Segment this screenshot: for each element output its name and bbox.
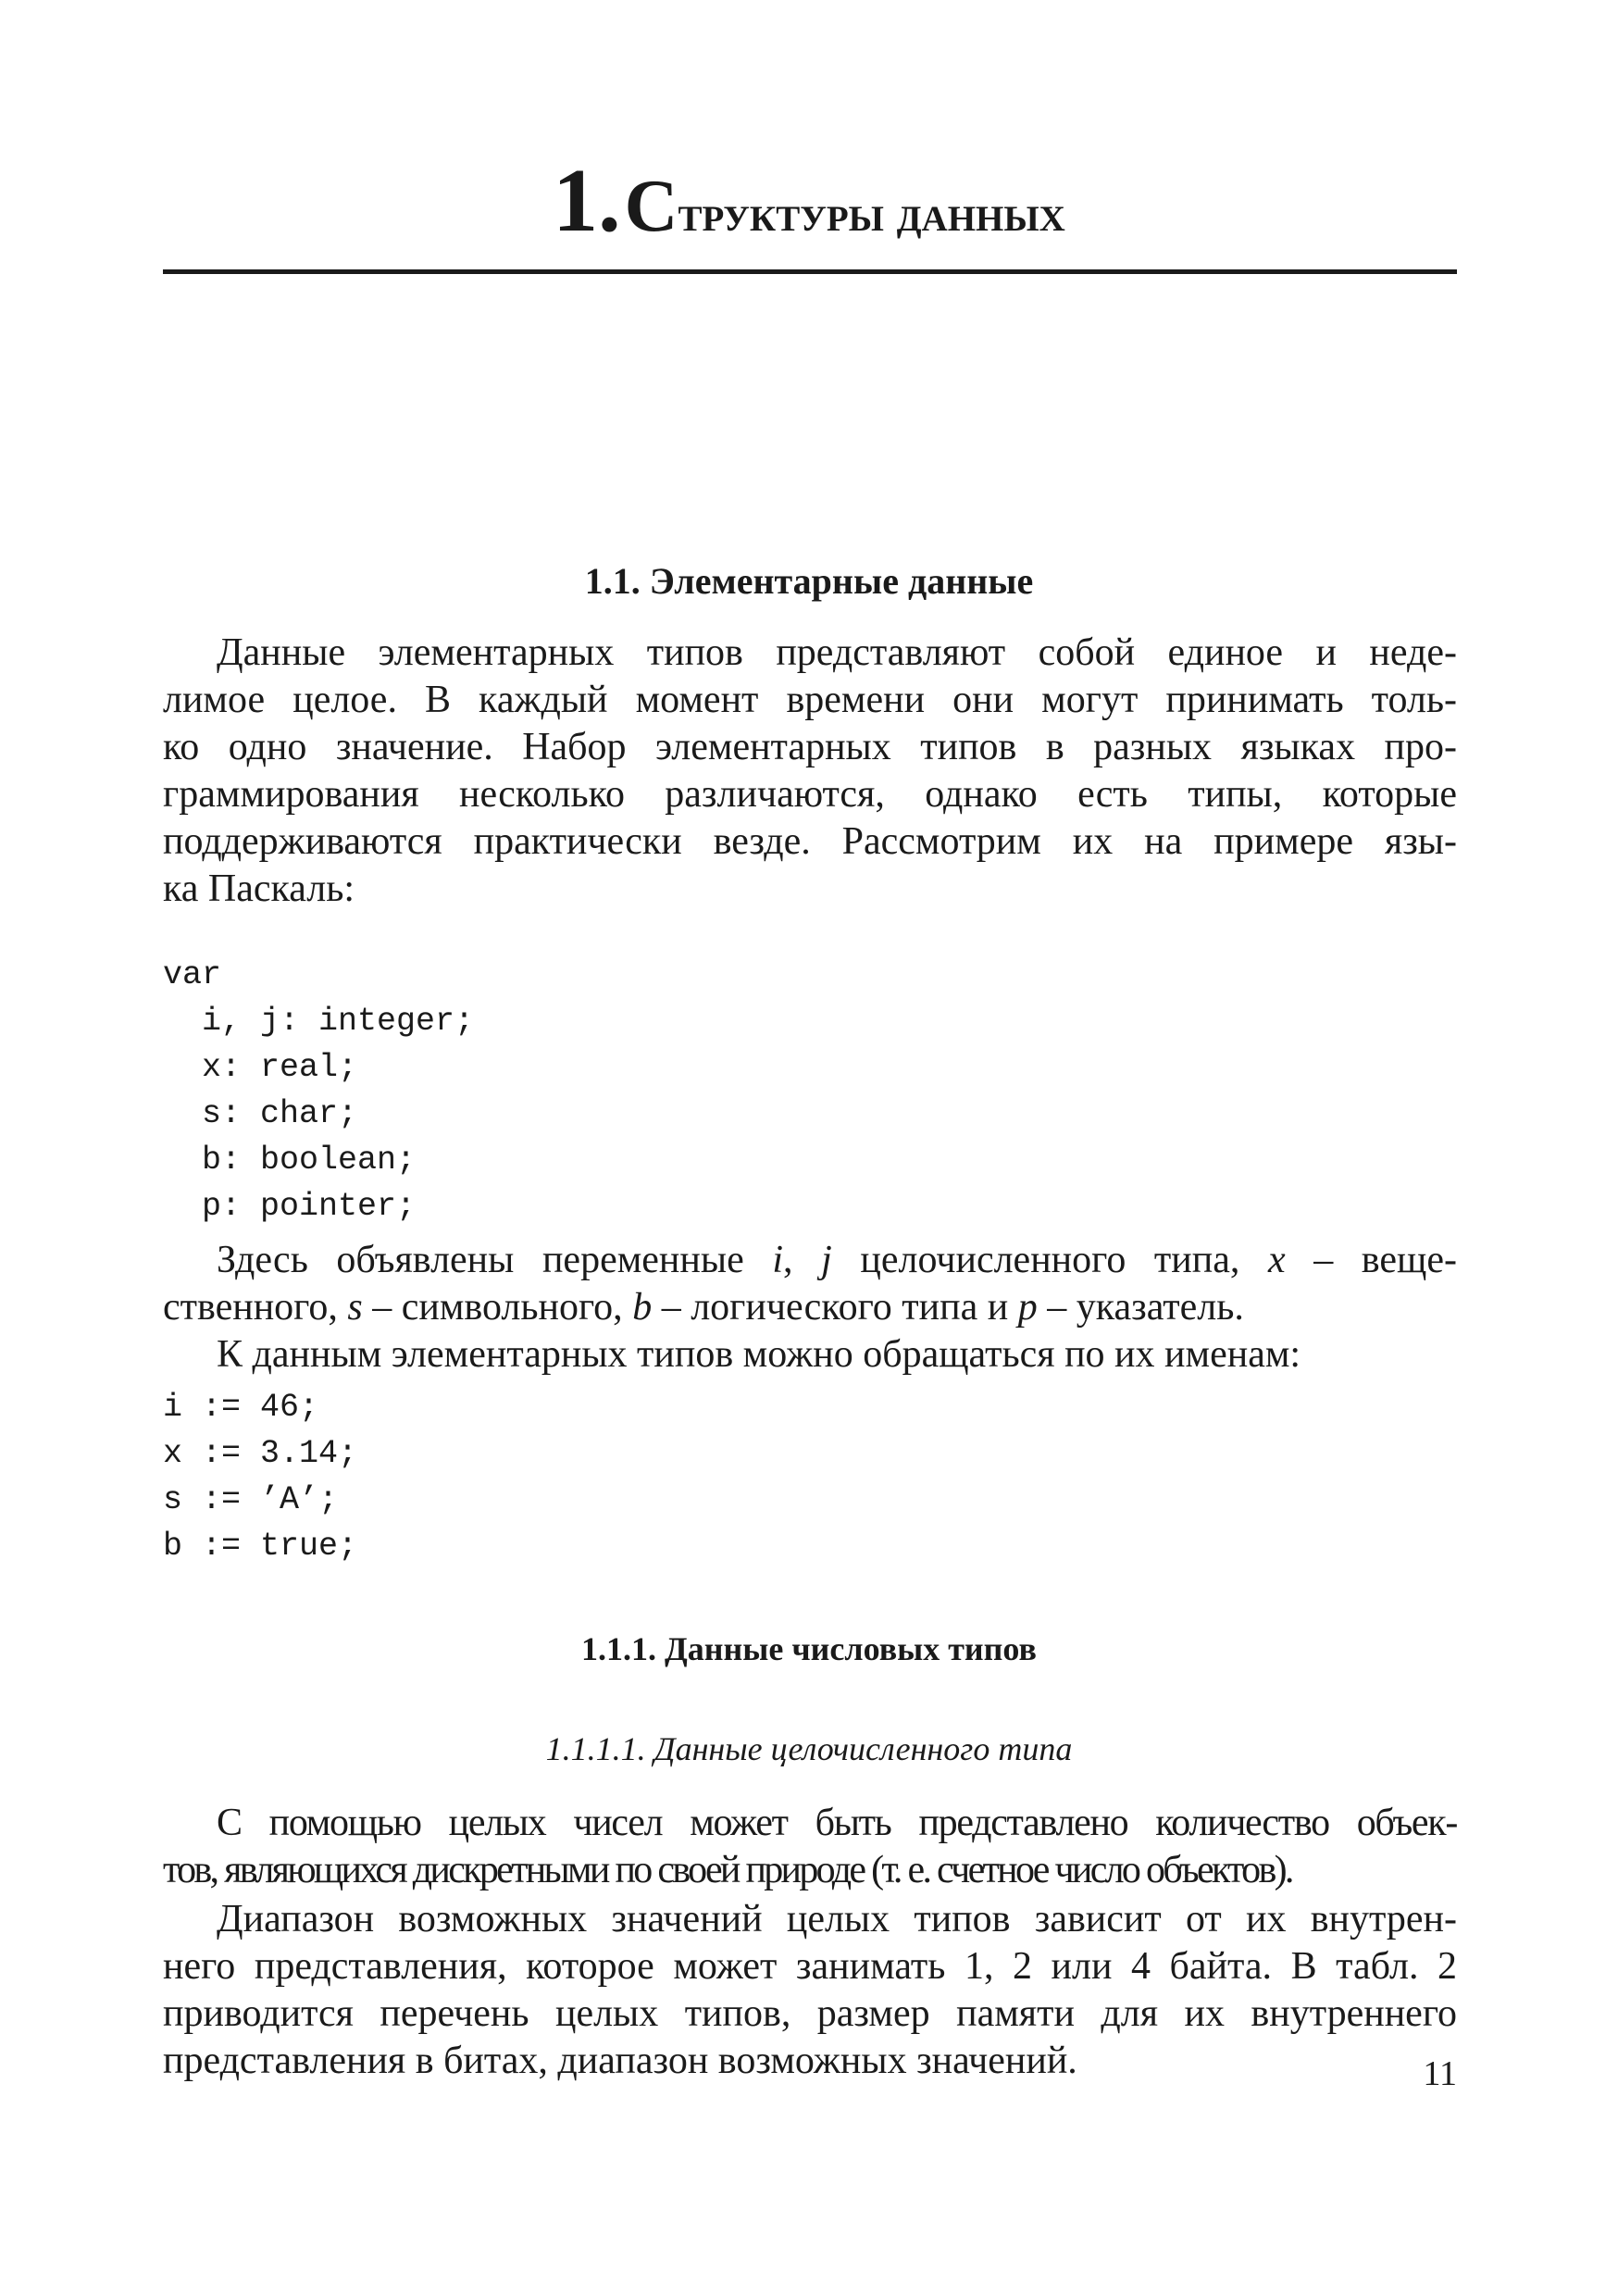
text-span: ственного, [163, 1286, 348, 1329]
paragraph-line: Диапазон возможных значений целых типов зависит от их внутрен- [217, 1898, 1457, 1940]
explanation-line-1 [163, 1237, 1457, 1283]
chapter-title-rest: труктуры данных [678, 185, 1065, 242]
text-span: – указатель. [1037, 1286, 1244, 1329]
access-line: К данным элементарных типов можно обращаться по их именам: [217, 1333, 1301, 1376]
text-span: – логического типа и [652, 1286, 1018, 1329]
text-span: целочисленного типа, [831, 1239, 1268, 1281]
variable-p: p [1017, 1286, 1038, 1329]
paragraph-line: граммирования несколько различаются, однако есть типы, которые [163, 773, 1457, 816]
code-line: s: char; [163, 1095, 358, 1132]
code-line: x: real; [163, 1049, 358, 1086]
text-span: Здесь объявлены переменные [217, 1239, 773, 1281]
paragraph-line: тов, являющихся дискретными по своей природе (т. е. счетное число объектов). [163, 1849, 1292, 1891]
section-heading-1-1: 1.1. Элементарные данные [584, 560, 1034, 602]
code-line: var [163, 956, 222, 993]
paragraph-line: лимое целое. В каждый момент времени они могут принимать толь- [163, 679, 1457, 721]
variable-b: b [632, 1286, 653, 1329]
paragraph-line: Данные элементарных типов представляют собой единое и неде- [217, 631, 1457, 674]
chapter-divider [163, 269, 1457, 274]
explanation-line-2 [163, 1284, 1457, 1330]
paragraph-line: него представления, которое может занимать 1, 2 или 4 байта. В табл. 2 [163, 1945, 1457, 1988]
paragraph-line: С помощью целых чисел может быть представлено количество объек- [217, 1802, 1457, 1844]
chapter-title [0, 151, 1618, 251]
text-span: – символьного, [362, 1286, 633, 1329]
code-line: x := 3.14; [163, 1435, 358, 1472]
chapter-title-initial: С [624, 166, 678, 247]
paragraph-line: ко одно значение. Набор элементарных типов в разных языках про- [163, 726, 1457, 768]
text-span: – веще- [1285, 1239, 1457, 1281]
code-line: b := true; [163, 1528, 358, 1565]
code-line: i, j: integer; [163, 1003, 475, 1040]
text-span: , [783, 1239, 822, 1281]
code-line: p: pointer; [163, 1188, 417, 1225]
paragraph-line: ка Паскаль: [163, 867, 355, 910]
subsection-heading-1-1-1-1: 1.1.1.1. Данные целочисленного типа [545, 1730, 1073, 1767]
paragraph-line: приводится перечень целых типов, размер памяти для их внутреннего [163, 1992, 1457, 2035]
code-line: i := 46; [163, 1389, 319, 1426]
variable-j: j [821, 1239, 832, 1281]
chapter-number: 1. [553, 151, 621, 251]
variable-i: i [772, 1239, 784, 1281]
section-heading-1-1-1: 1.1.1. Данные числовых типов [581, 1630, 1037, 1667]
code-line: b: boolean; [163, 1142, 417, 1179]
code-line: s := ’A’; [163, 1481, 339, 1518]
paragraph-line: представления в битах, диапазон возможных значений. [163, 2040, 1077, 2082]
variable-s: s [347, 1286, 363, 1329]
page-number: 11 [1423, 2054, 1457, 2093]
variable-x: x [1267, 1239, 1286, 1281]
paragraph-line: поддерживаются практически везде. Рассмотрим их на примере язы- [163, 820, 1457, 863]
